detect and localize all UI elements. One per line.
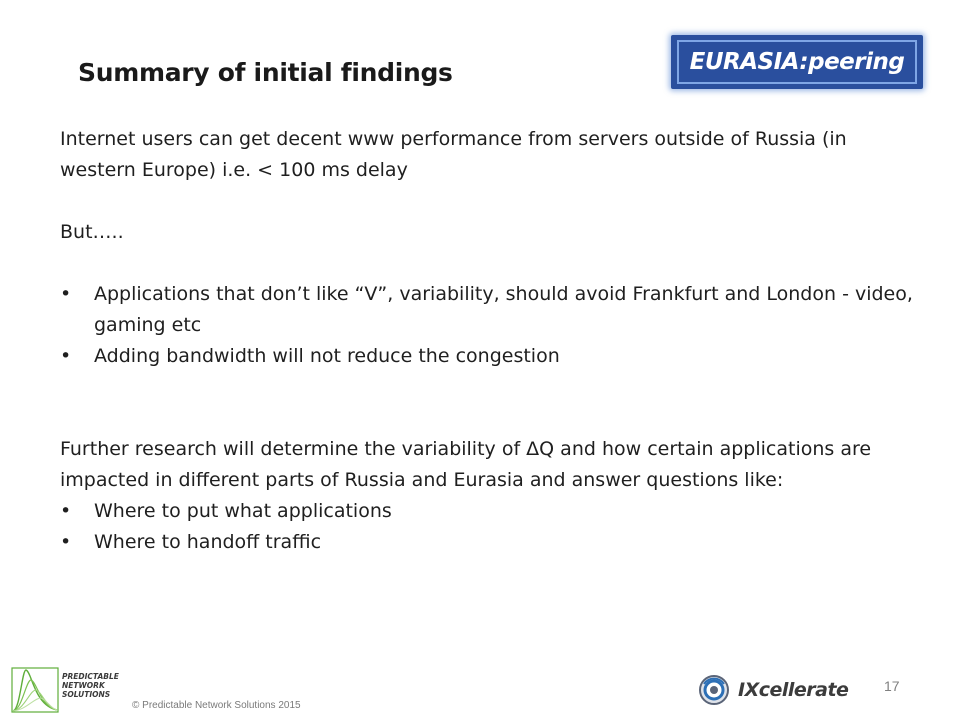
list-item-text: Where to handoff traffic — [94, 531, 322, 553]
ixcellerate-emblem-icon — [698, 674, 730, 706]
slide-title: Summary of initial findings — [78, 58, 453, 87]
list-item-text: Adding bandwidth will not reduce the congestion — [94, 345, 560, 367]
eurasia-logo-part2: peering — [808, 49, 905, 75]
bullet-marker: • — [60, 500, 72, 522]
eurasia-peering-logo — [671, 35, 923, 89]
pns-logo-line3: SOLUTIONS — [62, 690, 111, 699]
page-number: 17 — [884, 678, 900, 694]
eurasia-logo-part1: EURASIA: — [689, 49, 809, 75]
further-research-paragraph: Further research will determine the variability of ΔQ and how certain applications are impacted in different parts of Russia and Eurasia and answer questions like: — [60, 438, 872, 491]
list-item — [60, 279, 920, 341]
findings-list — [60, 279, 920, 372]
questions-list — [60, 496, 920, 558]
ixcellerate-logo-text: IXcellerate — [738, 679, 849, 701]
ixcellerate-logo — [698, 673, 858, 707]
intro-paragraph: Internet users can get decent www performance from servers outside of Russia (in western Europe) i.e. < 100 ms delay — [60, 128, 847, 181]
list-item — [60, 341, 920, 372]
list-item — [60, 496, 920, 527]
bullet-marker: • — [60, 531, 72, 553]
list-item — [60, 527, 920, 558]
slide-body — [60, 124, 920, 558]
pns-curve-icon — [10, 660, 125, 716]
pns-logo-line2: NETWORK — [62, 681, 105, 690]
but-line: But….. — [60, 221, 124, 243]
list-item-text: Where to put what applications — [94, 500, 392, 522]
copyright-text: © Predictable Network Solutions 2015 — [132, 700, 301, 711]
predictable-network-solutions-logo — [10, 660, 125, 716]
list-item-text: Applications that don’t like “V”, variability, should avoid Frankfurt and London - video, gaming etc — [94, 283, 913, 336]
bullet-marker: • — [60, 283, 72, 305]
pns-logo-line1: PREDICTABLE — [62, 672, 119, 681]
bullet-marker: • — [60, 345, 72, 367]
